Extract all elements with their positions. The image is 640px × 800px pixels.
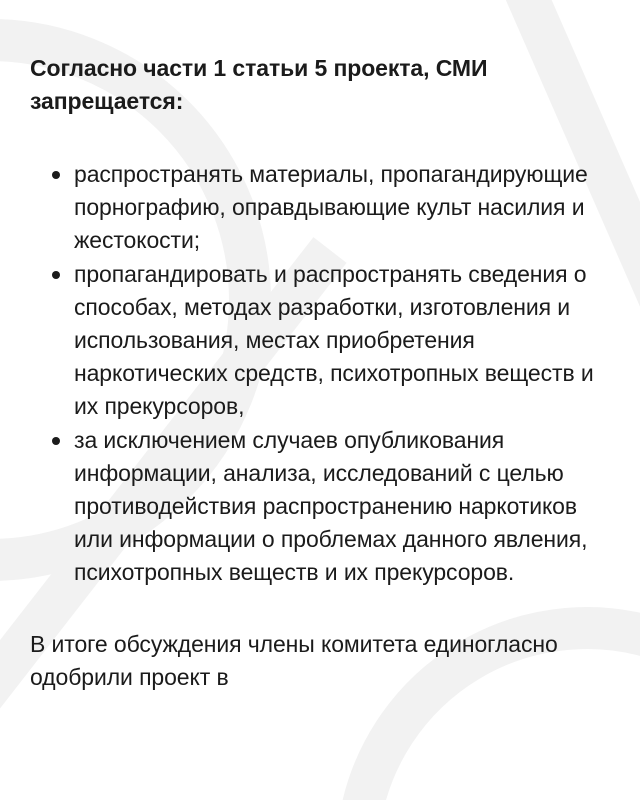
section-heading: Согласно части 1 статьи 5 проекта, СМИ запрещается: xyxy=(30,55,488,114)
prohibitions-list xyxy=(30,158,620,590)
closing-paragraph: В итоге обсуждения члены комитета единогласно одобрили проект в xyxy=(30,630,558,690)
list-item-text: за исключением случаев опубликования информации, анализа, исследований с целью противодействия распространению наркотиков или информации о проблемах данного явления, психотропных веществ и их прекурсоров. xyxy=(74,426,588,586)
document-body xyxy=(30,52,620,694)
list-item-text: пропагандировать и распространять сведения о способах, методах разработки, изготовления и использования, местах приобретения наркотических средств, психотропных веществ и их прекурсоров, xyxy=(74,260,594,420)
list-item-text: распространять материалы, пропагандирующие порнографию, оправдывающие культ насилия и жестокости; xyxy=(74,161,588,254)
list-item xyxy=(30,258,620,424)
bullet-icon xyxy=(52,271,60,279)
list-item xyxy=(30,158,620,258)
bullet-icon xyxy=(52,171,60,179)
bullet-icon xyxy=(52,437,60,445)
list-item xyxy=(30,424,620,590)
